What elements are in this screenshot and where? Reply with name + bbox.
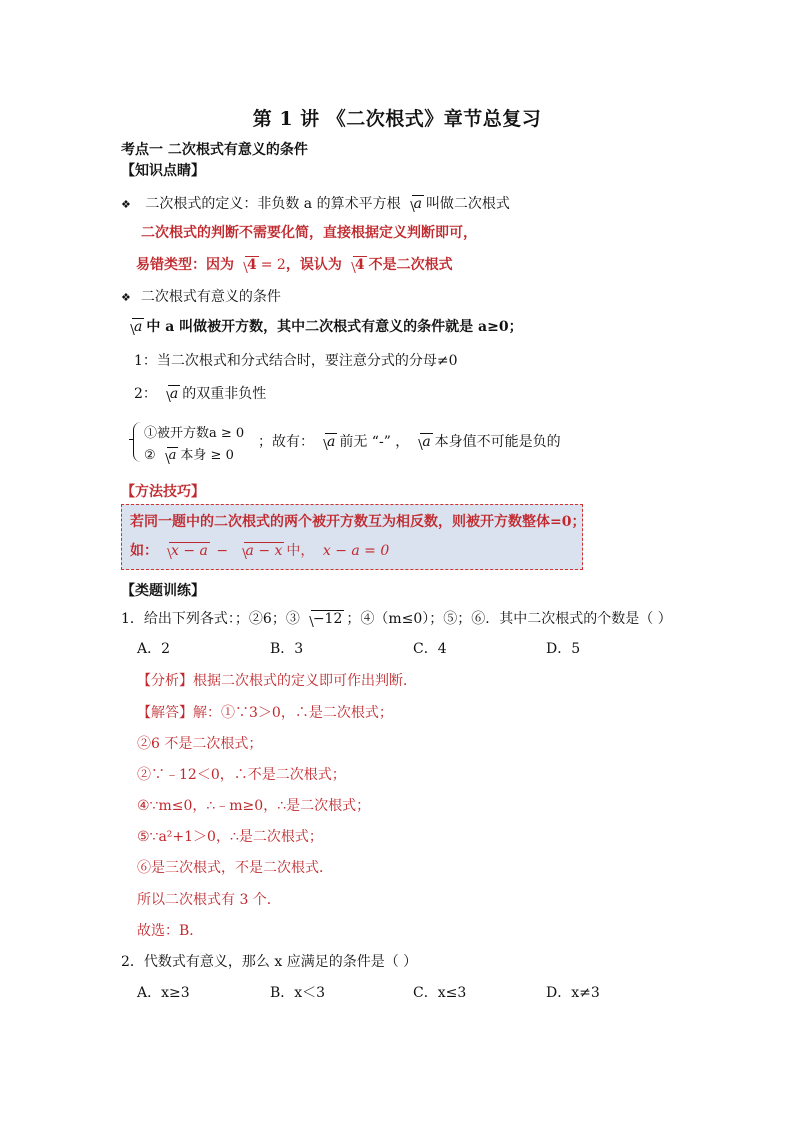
q1-option-d: D．5 [546, 641, 581, 657]
method-line-2: 如： x − a − a − x 中， x − a = 0 [130, 543, 390, 559]
q1-option-b: B．3 [270, 641, 304, 657]
sqrt-expression: 4 [344, 256, 367, 273]
q1-option-c: C．4 [413, 641, 447, 657]
q2-option-c: C．x≤3 [413, 985, 467, 1001]
sqrt-expression: a − x [235, 542, 285, 559]
page-title: 第 1 讲 《二次根式》章节总复习 [252, 108, 542, 130]
q1-answer: 故选：B． [137, 923, 204, 939]
condition-line: a 中 a 叫做被开方数，其中二次根式有意义的条件就是 a≥0； [121, 316, 523, 336]
q1-solution-first: 【解答】解：①∵3＞0，∴是二次根式； [137, 705, 393, 721]
question-1-stem: 1．给出下列各式：；②6；③ −12 ；④（m≤0）；⑤；⑥．其中二次根式的个数是（ ） [121, 611, 672, 627]
q2-option-d: D．x≠3 [546, 985, 600, 1001]
knowledge-label: 【知识点睛】 [121, 163, 205, 179]
definition-line: ❖ 二次根式的定义：非负数 a 的算术平方根 a 叫做二次根式 [121, 196, 510, 212]
brace-icon [133, 422, 142, 462]
error-type-line: 易错类型：因为 4 = 2，误认为 4 不是二次根式 [136, 257, 453, 273]
sqrt-expression: −12 [302, 610, 345, 627]
sqrt-expression: 4 [236, 256, 259, 273]
sqrt-expression: a [411, 433, 432, 450]
method-label: 【方法技巧】 [121, 484, 205, 500]
point-1: 1：当二次根式和分式结合时，要注意分式的分母≠0 [134, 353, 458, 369]
point-2: 2： a 的双重非负性 [134, 386, 267, 402]
method-line-1: 若同一题中的二次根式的两个被开方数互为相反数，则被开方数整体=0； [130, 514, 586, 530]
diamond-bullet-icon: ❖ [121, 291, 131, 304]
q1-solution-line: ⑤∵a²+1＞0，∴是二次根式； [137, 829, 323, 845]
q1-option-a: A．2 [137, 641, 171, 657]
q1-solution-line: ②∵﹣12＜0，∴不是二次根式； [137, 767, 346, 783]
practice-label: 【类题训练】 [121, 583, 205, 599]
question-2-stem: 2．代数式有意义，那么 x 应满足的条件是（ ） [121, 954, 418, 970]
sqrt-expression: a [403, 195, 424, 212]
sqrt-expression: a [123, 318, 144, 335]
q1-solution-line: ⑥是三次根式，不是二次根式． [137, 860, 333, 876]
sqrt-expression: a [159, 385, 180, 402]
sqrt-expression: a [316, 433, 337, 450]
sqrt-expression: x − a [160, 542, 210, 559]
diamond-bullet-icon: ❖ [121, 198, 131, 211]
q1-analysis: 【分析】根据二次根式的定义即可作出判断． [137, 673, 417, 689]
topic-heading: 考点一 二次根式有意义的条件 [121, 142, 308, 158]
brace-line-1: ①被开方数a ≥ 0 [144, 426, 245, 441]
condition-heading: ❖ 二次根式有意义的条件 [121, 289, 281, 305]
q1-solution-line: 所以二次根式有 3 个． [137, 892, 281, 908]
q1-solution-line: ④∵m≤0，∴﹣m≥0，∴是二次根式； [137, 798, 371, 814]
sqrt-expression: a [158, 447, 179, 464]
brace-line-2: ② a 本身 ≥ 0 [144, 448, 234, 463]
brace-conclusion: ；故有： a 前无 “-” ， a 本身值不可能是负的 [258, 434, 561, 450]
red-note: 二次根式的判断不需要化简，直接根据定义判断即可， [141, 225, 477, 241]
q2-option-b: B．x＜3 [270, 985, 326, 1001]
q2-option-a: A．x≥3 [137, 985, 190, 1001]
q1-solution-line: ②6 不是二次根式； [137, 736, 263, 752]
